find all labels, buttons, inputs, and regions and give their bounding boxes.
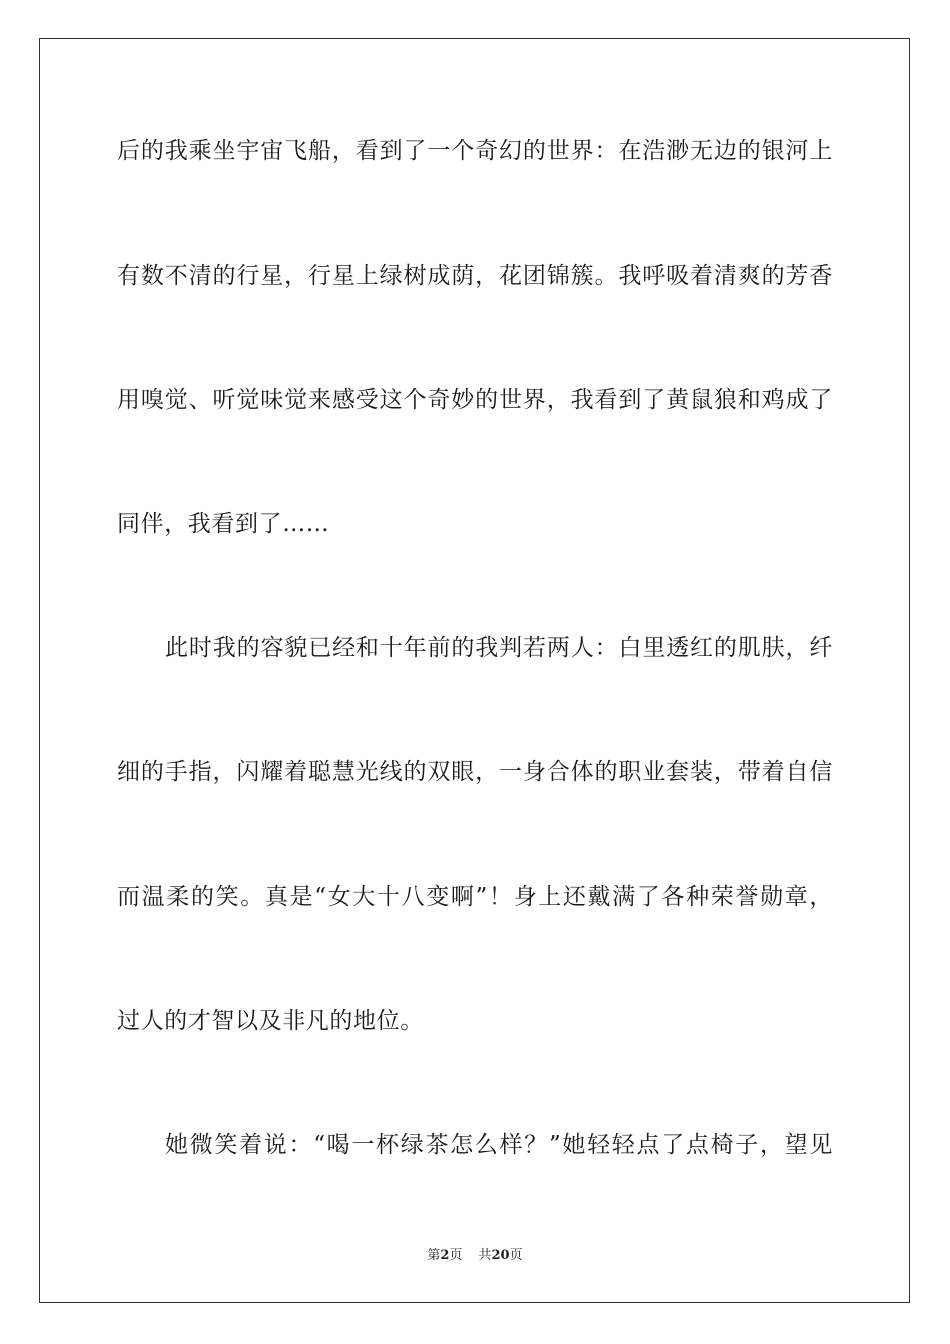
page-prefix: 第 xyxy=(427,1248,441,1263)
text-line-3: 用嗅觉、听觉味觉来感受这个奇妙的世界，我看到了黄鼠狼和鸡成了 xyxy=(117,387,833,413)
text-line-2: 有数不清的行星，行星上绿树成荫，花团锦簇。我呼吸着清爽的芳香 xyxy=(117,263,833,289)
page-border xyxy=(39,38,910,1303)
total-prefix: 共 xyxy=(478,1248,492,1263)
total-pages: 20 xyxy=(491,1248,510,1263)
total-suffix: 页 xyxy=(509,1248,523,1263)
page-suffix: 页 xyxy=(449,1248,463,1263)
page-number: 2 xyxy=(440,1248,450,1263)
text-line-8: 过人的才智以及非凡的地位。 xyxy=(117,1008,424,1034)
text-line-4: 同伴，我看到了…… xyxy=(117,511,330,537)
text-line-9: 她微笑着说：“喝一杯绿茶怎么样？”她轻轻点了点椅子，望见 xyxy=(165,1132,833,1158)
text-line-6: 细的手指，闪耀着聪慧光线的双眼，一身合体的职业套装，带着自信 xyxy=(117,759,833,785)
text-line-5: 此时我的容貌已经和十年前的我判若两人：白里透红的肌肤，纤 xyxy=(165,635,833,661)
page-footer xyxy=(0,1247,950,1265)
text-line-7: 而温柔的笑。真是“女大十八变啊”！身上还戴满了各种荣誉勋章， xyxy=(117,884,833,910)
text-line-1: 后的我乘坐宇宙飞船，看到了一个奇幻的世界：在浩渺无边的银河上 xyxy=(117,138,833,164)
